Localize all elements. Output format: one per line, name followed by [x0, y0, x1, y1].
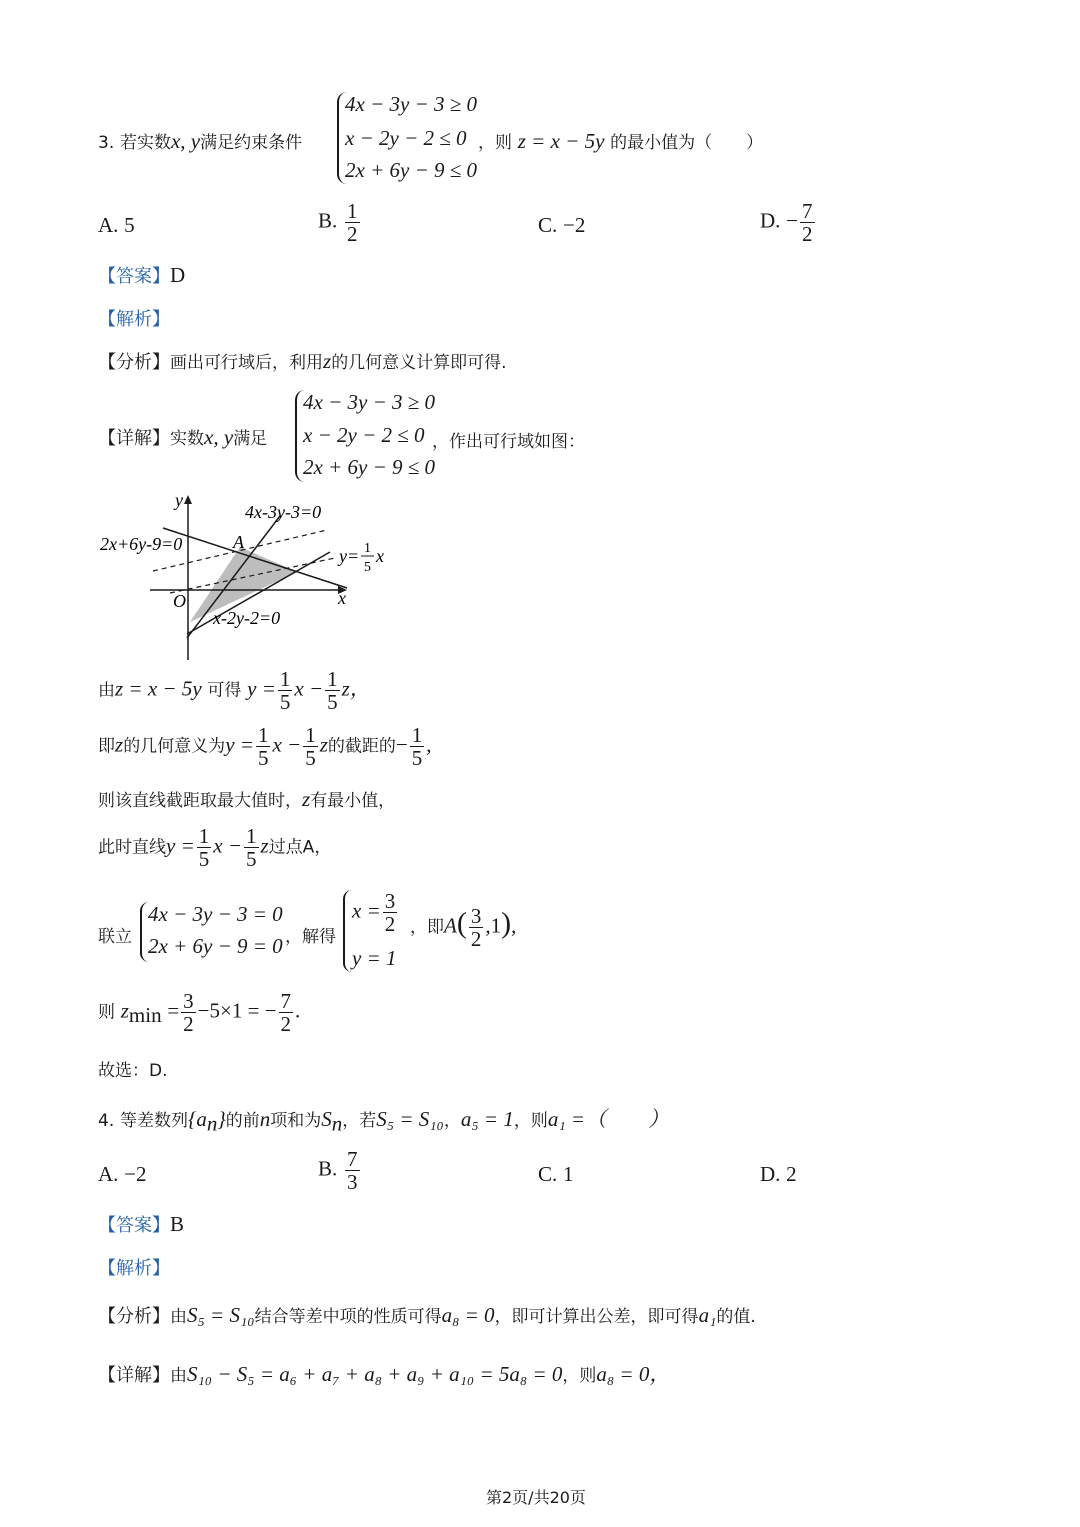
q3-step2: 即z的几何意义为y = $\frac{1}{5}$ x − $\frac{1}{5}$ z的截距的− $\frac{1}{5}$ ,: [98, 723, 432, 771]
page-footer: 第2页/共20页: [486, 1488, 586, 1507]
q4-stem: 4. 等差数列$\{a_n\}$的前n项和为$S_n$，若S₅ = S₁₀，a₅ = 1，则a₁ =（ ）: [98, 1107, 670, 1136]
q3-detail-constraint-1: 4x − 3y − 3 ≥ 0: [303, 390, 436, 414]
line2-label: 2x+6y-9=0: [100, 534, 183, 554]
q3-step3: 则该直线截距取最大值时，z有最小值，: [98, 787, 396, 811]
q3-step5-sol-brace: [343, 890, 352, 972]
q3-detail-constraint-3: 2x + 6y − 9 ≤ 0: [303, 455, 436, 479]
line4-den: 5: [364, 560, 371, 575]
q3-select: 故选：D.: [98, 1061, 168, 1081]
q3-number: 3.: [98, 133, 115, 153]
y-axis-arrow: [184, 495, 192, 504]
feasible-region-figure: [95, 490, 395, 665]
q4-fenxi: 【分析】由S₅ = S₁₀结合等差中项的性质可得a₈ = 0，即可计算出公差，即可得a₁的值.: [98, 1303, 756, 1327]
q4-option-b: B. $\frac{7}{3}$: [318, 1147, 358, 1195]
q3-detail-constraint-2: x − 2y − 2 ≤ 0: [303, 423, 425, 447]
q3-stem: 3. 若实数x, y满足约束条件: [98, 129, 303, 153]
q3-answer: 【答案】D: [98, 263, 186, 287]
origin-label: O: [173, 591, 186, 611]
q3-step5-solve: ，解得: [285, 927, 336, 947]
line1-label: 4x-3y-3=0: [245, 502, 322, 522]
q3-step5-label: 联立: [98, 927, 132, 947]
q3-step5-point: ，即A( $\frac{3}{2}$ ,1),: [410, 904, 517, 952]
line4-num: 1: [364, 541, 371, 556]
q3-option-b: B. $\frac{1}{2}$: [318, 199, 358, 247]
line4-prefix: y=: [339, 546, 360, 566]
q3-detail-tail: ，作出可行域如图：: [432, 432, 585, 452]
q3-step5-eq2: 2x + 6y − 9 = 0: [148, 934, 283, 958]
q3-analysis-tag: 【解析】: [98, 309, 170, 330]
line4-suffix: x: [376, 546, 384, 566]
q3-step1: 由z = x − 5y 可得 y = $\frac{1}{5}$ x − $\frac{1}{5}$ z，: [98, 667, 371, 715]
q4-analysis-tag: 【解析】: [98, 1258, 170, 1279]
q4-detail: 【详解】由S₁₀ − S₅ = a₆ + a₇ + a₈ + a₉ + a₁₀ = 5a₈ = 0，则a₈ = 0，: [98, 1362, 671, 1386]
q3-constraint-3: 2x + 6y − 9 ≤ 0: [345, 158, 478, 182]
q3-step5-eq1: 4x − 3y − 3 = 0: [148, 902, 283, 926]
q3-step6: 则 $z_{min}$ = $\frac{3}{2}$ −5×1 = − $\frac{7}{2}$ .: [98, 989, 301, 1037]
point-a-label: A: [233, 532, 244, 552]
q4-option-c: C. 1: [538, 1162, 574, 1186]
axis-x-label: x: [338, 588, 346, 608]
q3-fenxi: 【分析】画出可行域后，利用z的几何意义计算即可得.: [98, 349, 507, 373]
q3-detail: 【详解】实数x, y满足: [98, 425, 268, 449]
q3-option-a: A. 5: [98, 213, 135, 237]
q3-constraint-2: x − 2y − 2 ≤ 0: [345, 126, 467, 150]
q4-answer: 【答案】B: [98, 1212, 185, 1236]
q3-step5-sol-y: y = 1: [352, 946, 397, 970]
q4-option-a: A. −2: [98, 1162, 147, 1186]
line3-label: x-2y-2=0: [213, 608, 281, 628]
q3-stem-tail: ，则 z = x − 5y 的最小值为（ ）: [478, 129, 764, 153]
q3-option-d: D. − $\frac{7}{2}$: [760, 199, 813, 247]
q3-step4: 此时直线y = $\frac{1}{5}$ x − $\frac{1}{5}$ z过点A，: [98, 824, 332, 872]
q3-constraint-1: 4x − 3y − 3 ≥ 0: [345, 92, 478, 116]
axis-y-label: y: [175, 490, 183, 510]
q4-option-d: D. 2: [760, 1162, 797, 1186]
q3-step5-sol-x: x = $\frac{3}{2}$: [352, 889, 396, 937]
q3-option-c: C. −2: [538, 213, 586, 237]
